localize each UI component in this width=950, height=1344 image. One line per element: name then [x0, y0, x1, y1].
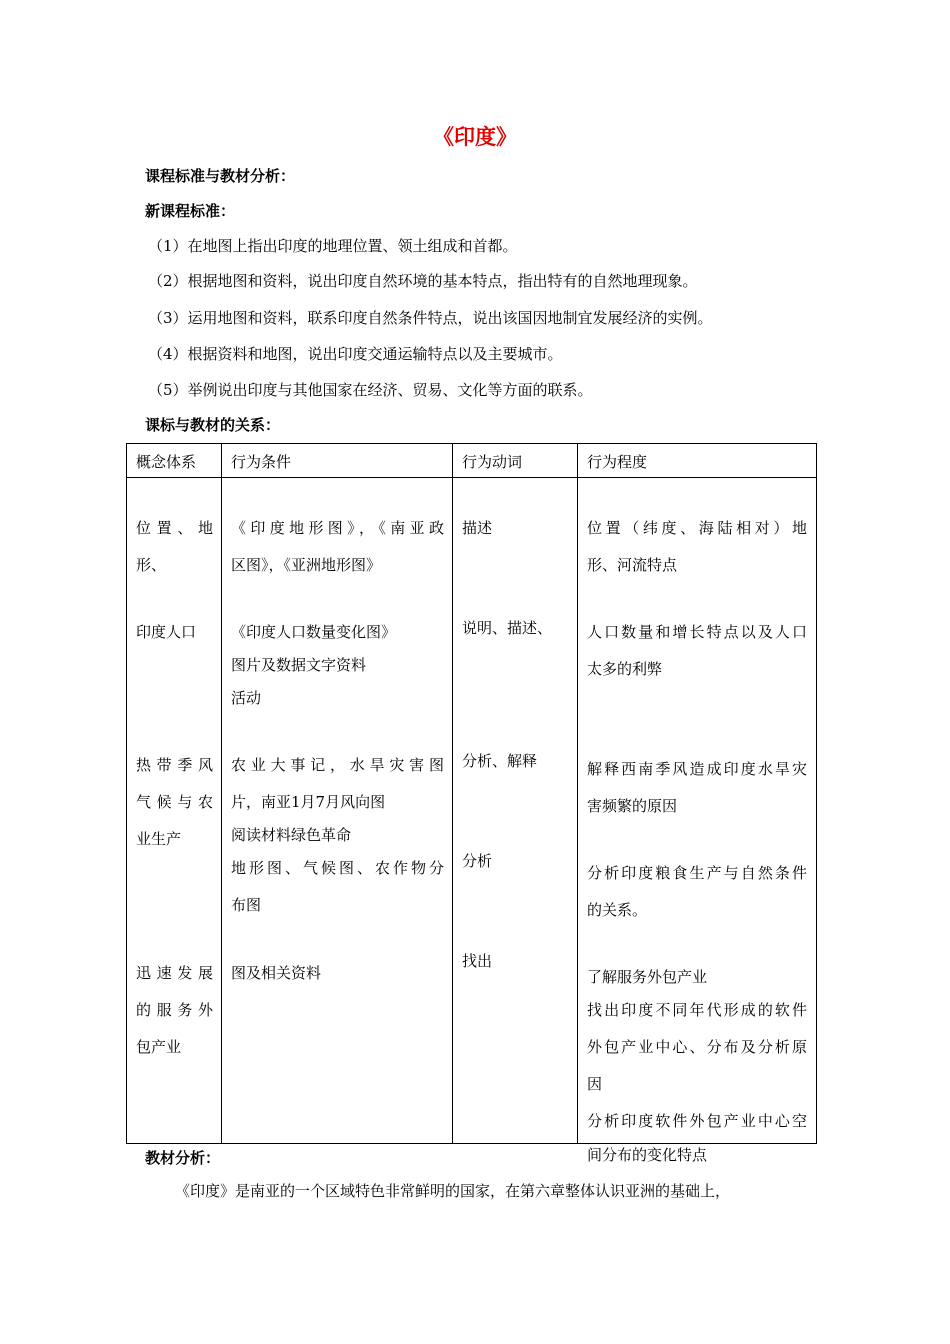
standard-item: （1）在地图上指出印度的地理位置、领土组成和首都。 [148, 237, 518, 255]
header-concept: 概念体系 [127, 444, 222, 478]
condition-text: 区图》，《亚洲地形图》 [231, 556, 382, 574]
condition-cell [222, 478, 453, 1144]
concept-text: 印度人口 [136, 623, 197, 641]
page-title: 《印度》 [433, 125, 517, 149]
verb-text: 分析、解释 [462, 752, 538, 770]
degree-text: 外包产业中心、分布及分析原 [587, 1038, 807, 1056]
relation-heading: 课标与教材的关系： [145, 416, 281, 434]
degree-text: 了解服务外包产业 [587, 968, 708, 986]
concept-text: 的服务外 [136, 1001, 213, 1019]
degree-text: 解释西南季风造成印度水旱灾 [587, 760, 807, 778]
standard-item: （3）运用地图和资料，联系印度自然条件特点，说出该国因地制宜发展经济的实例。 [148, 309, 713, 327]
verb-text: 描述 [462, 519, 493, 537]
section-heading: 课程标准与教材分析： [145, 167, 296, 185]
degree-text: 间分布的变化特点 [587, 1146, 708, 1164]
verb-cell [453, 478, 578, 1144]
table-body-row [127, 478, 817, 1144]
concept-text: 气候与农 [136, 793, 213, 811]
condition-text: 农业大事记，水旱灾害图 [231, 756, 444, 774]
degree-text: 因 [587, 1075, 603, 1093]
verb-text: 说明、描述、 [462, 619, 553, 637]
condition-text: 图及相关资料 [231, 964, 322, 982]
table-header-row [127, 444, 817, 478]
condition-text: 图片及数据文字资料 [231, 656, 367, 674]
standard-item: （4）根据资料和地图，说出印度交通运输特点以及主要城市。 [148, 345, 563, 363]
verb-text: 找出 [462, 952, 493, 970]
concept-cell [127, 478, 222, 1144]
concept-text: 迅速发展 [136, 964, 213, 982]
material-heading: 教材分析： [145, 1149, 221, 1167]
degree-text: 害频繁的原因 [587, 797, 678, 815]
header-verb: 行为动词 [453, 444, 578, 478]
header-degree: 行为程度 [578, 444, 817, 478]
condition-text: 活动 [231, 689, 262, 707]
verb-text: 分析 [462, 852, 493, 870]
concept-text: 包产业 [136, 1038, 182, 1056]
degree-text: 人口数量和增长特点以及人口 [587, 623, 807, 641]
standard-item: （5）举例说出印度与其他国家在经济、贸易、文化等方面的联系。 [148, 381, 593, 399]
degree-text: 分析印度软件外包产业中心空 [587, 1112, 807, 1130]
degree-text: 的关系。 [587, 901, 648, 919]
degree-text: 分析印度粮食生产与自然条件 [587, 864, 807, 882]
condition-text: 地形图、气候图、农作物分 [231, 859, 444, 877]
concept-text: 热带季风 [136, 756, 213, 774]
condition-text: 布图 [231, 896, 262, 914]
condition-text: 片，南亚1月7月风向图 [231, 793, 386, 811]
standard-item: （2）根据地图和资料，说出印度自然环境的基本特点，指出特有的自然地理现象。 [148, 272, 698, 290]
header-condition: 行为条件 [222, 444, 453, 478]
degree-text: 太多的利弊 [587, 660, 663, 678]
concept-text: 位置、地 [136, 519, 213, 537]
condition-text: 《印度人口数量变化图》 [231, 623, 397, 641]
degree-text: 位置（纬度、海陆相对）地 [587, 519, 807, 537]
degree-text: 找出印度不同年代形成的软件 [587, 1001, 807, 1019]
material-paragraph: 《印度》是南亚的一个区域特色非常鲜明的国家，在第六章整体认识亚洲的基础上， [175, 1182, 731, 1200]
standard-heading: 新课程标准： [145, 202, 236, 220]
concept-text: 形、 [136, 556, 167, 574]
degree-text: 形、河流特点 [587, 556, 678, 574]
condition-text: 阅读材料绿色革命 [231, 826, 352, 844]
degree-cell [578, 478, 817, 1164]
condition-text: 《印度地形图》，《南亚政 [231, 519, 444, 537]
concept-text: 业生产 [136, 830, 182, 848]
